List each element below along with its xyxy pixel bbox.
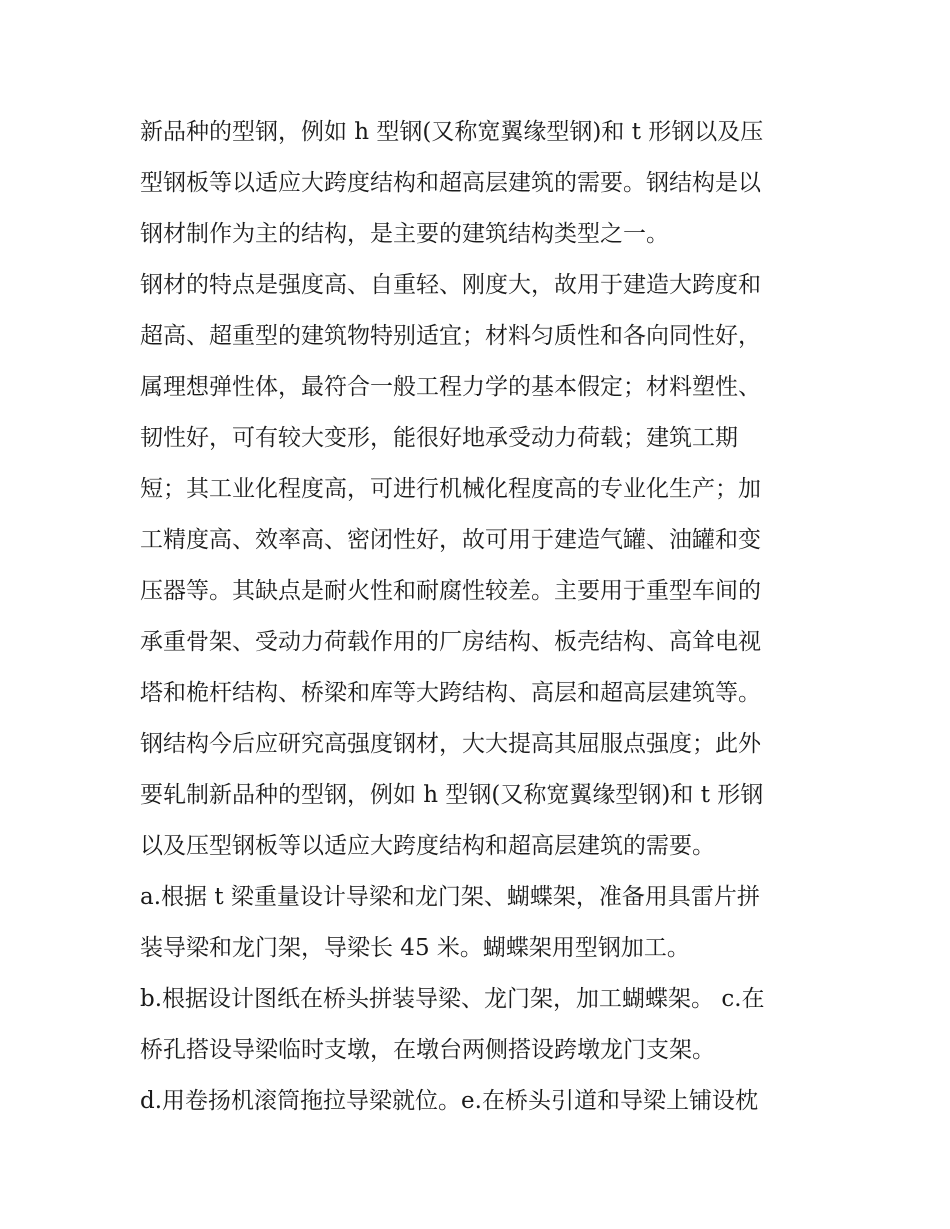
text-line: 钢结构今后应研究高强度钢材，大大提高其屈服点强度；此外	[140, 731, 761, 757]
body-text	[140, 107, 830, 1127]
text-line: 以及压型钢板等以适应大跨度结构和超高层建筑的需要。	[140, 833, 715, 859]
text-line: 桥孔搭设导梁临时支墩，在墩台两侧搭设跨墩龙门支架。	[140, 1037, 715, 1063]
text-line: d.用卷扬机滚筒拖拉导梁就位。e.在桥头引道和导梁上铺设枕	[140, 1088, 758, 1114]
text-line: 压器等。其缺点是耐火性和耐腐性较差。主要用于重型车间的	[140, 578, 761, 604]
text-line: 要轧制新品种的型钢，例如 h 型钢(又称宽翼缘型钢)和 t 形钢	[140, 782, 764, 808]
text-line: 装导梁和龙门架，导梁长 45 米。蝴蝶架用型钢加工。	[140, 935, 690, 961]
text-line: 属理想弹性体，最符合一般工程力学的基本假定；材料塑性、	[140, 374, 761, 400]
text-line: 塔和桅杆结构、桥梁和库等大跨结构、高层和超高层建筑等。	[140, 680, 761, 706]
text-line: 钢材的特点是强度高、自重轻、刚度大，故用于建造大跨度和	[140, 272, 761, 298]
text-line: 韧性好，可有较大变形，能很好地承受动力荷载；建筑工期	[140, 425, 738, 451]
text-line: 型钢板等以适应大跨度结构和超高层建筑的需要。钢结构是以	[140, 170, 761, 196]
text-line: 工精度高、效率高、密闭性好，故可用于建造气罐、油罐和变	[140, 527, 761, 553]
text-line: a.根据 t 梁重量设计导梁和龙门架、蝴蝶架，准备用具雷片拼	[140, 884, 760, 910]
text-line: 短；其工业化程度高，可进行机械化程度高的专业化生产；加	[140, 476, 761, 502]
text-line: 承重骨架、受动力荷载作用的厂房结构、板壳结构、高耸电视	[140, 629, 761, 655]
text-line: 新品种的型钢，例如 h 型钢(又称宽翼缘型钢)和 t 形钢以及压	[140, 119, 764, 145]
text-line: b.根据设计图纸在桥头拼装导梁、龙门架，加工蝴蝶架。 c.在	[140, 986, 765, 1012]
text-line: 超高、超重型的建筑物特别适宜；材料匀质性和各向同性好，	[140, 323, 761, 349]
text-line: 钢材制作为主的结构，是主要的建筑结构类型之一。	[140, 221, 669, 247]
